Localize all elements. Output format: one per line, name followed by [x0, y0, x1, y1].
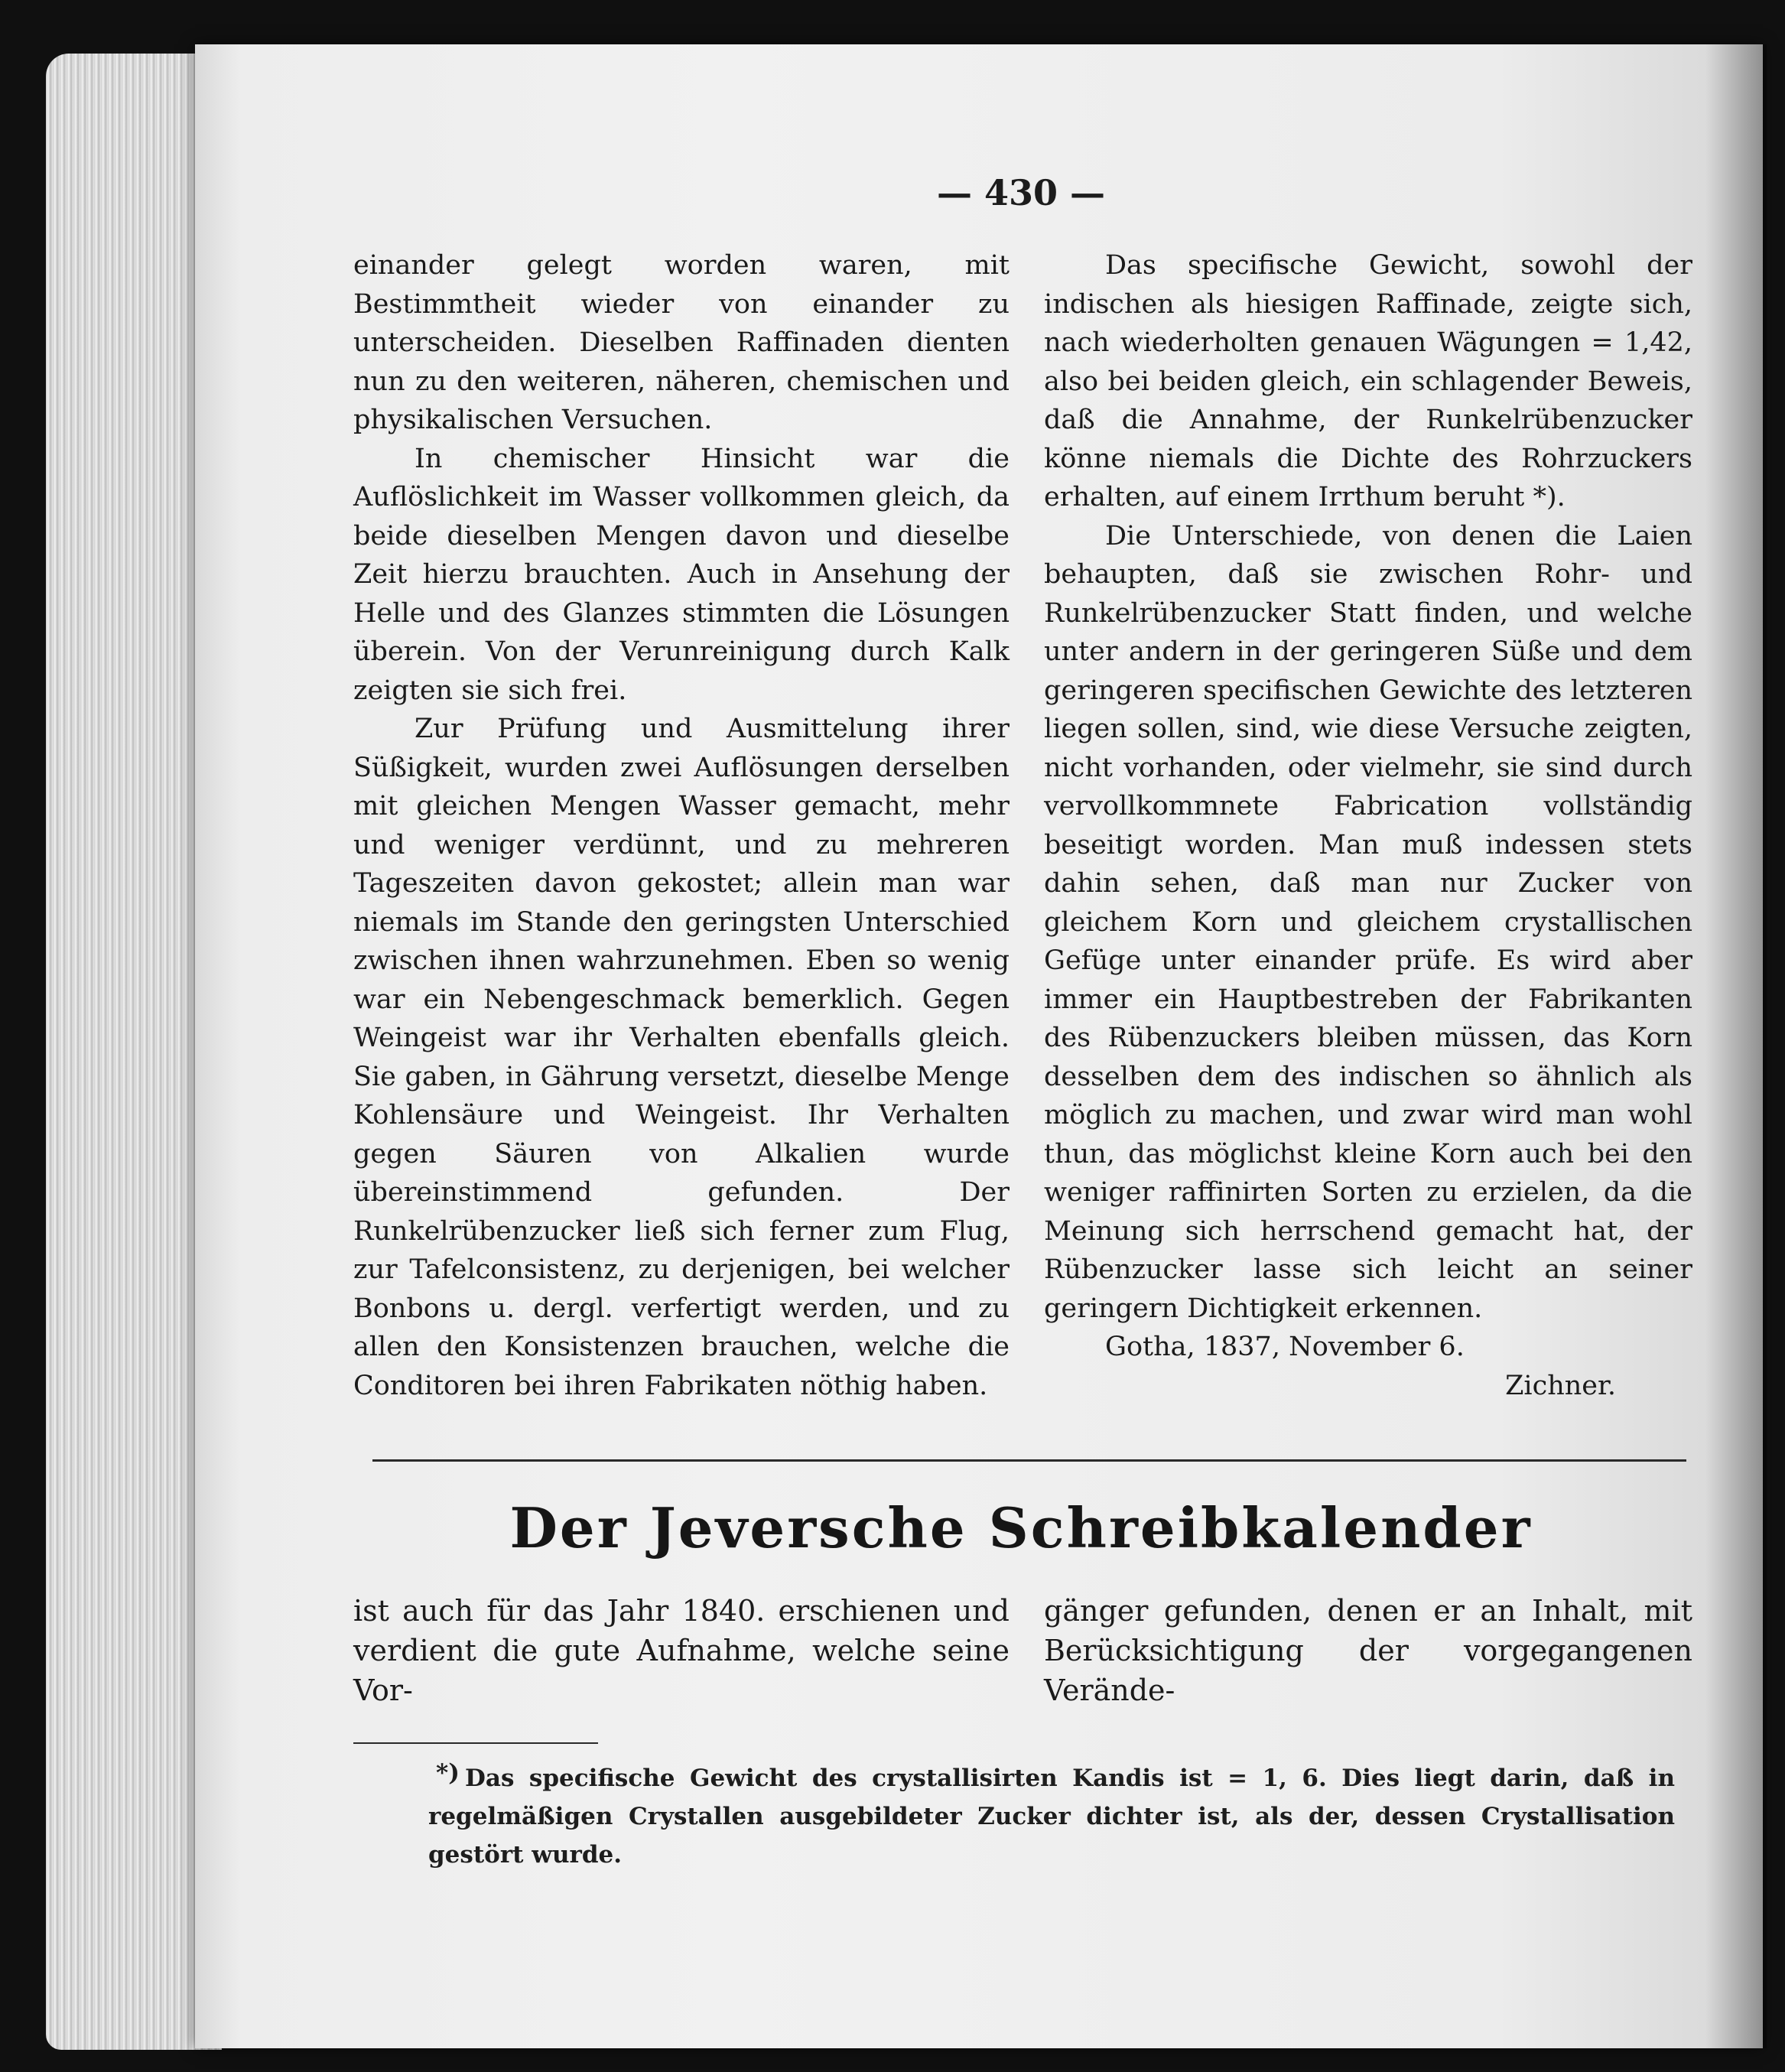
page-number: — 430 — — [936, 172, 1106, 213]
paragraph: Die Unterschiede, von denen die Laien behaupten, daß sie zwischen Rohr- und Runkelrübenzucker Statt finden, und welche unter andern in der geringeren Süße und dem geringeren specifischen Gewichte des letzteren liegen sollen, sind, wie diese Versuche zeigten, nicht vorhanden, oder vielmehr, sie sind durch vervollkommnete Fabrication vollständig beseitigt worden. Man muß indessen stets dahin sehen, daß man nur Zucker von gleichem Korn und gleichem crystallischen Gefüge unter einander prüfe. Es wird aber immer ein Hauptbestreben der Fabrikanten des Rübenzuckers bleiben müssen, das Korn desselben dem des indischen so ähnlich als möglich zu machen, und zwar wird man wohl thun, das möglichst kleine Korn auch bei den weniger raffinirten Sorten zu erzielen, da die Meinung sich herrschend gemacht hat, der Rübenzucker lasse sich leicht an seiner geringern Dichtigkeit erkennen. — [1044, 520, 1692, 1324]
footnote-text: Das specifische Gewicht des crystallisirten Kandis ist = 1, 6. Dies liegt darin, daß in regelmäßigen Crystallen ausgebildeter Zucker dichter ist, als der, dessen Crystallisation gestört wurde. — [428, 1765, 1675, 1869]
dateline: Gotha, 1837, November 6. — [1105, 1332, 1465, 1362]
footnote-rule — [353, 1742, 598, 1744]
right-column — [1044, 246, 1692, 1405]
left-column — [353, 246, 1010, 1405]
section-title: Der Jeversche Schreibkalender — [509, 1495, 1533, 1560]
footnote-mark: *) — [436, 1759, 460, 1787]
signature: Zichner. — [1505, 1370, 1616, 1401]
paragraph: einander gelegt worden waren, mit Bestimmtheit wieder von einander zu unterscheiden. Dieselben Raffinaden dienten nun zu den weiteren, näheren, chemischen und physikalischen Versuchen. — [353, 250, 1010, 435]
section-right-text: gänger gefunden, denen er an Inhalt, mit Berücksichtigung der vorgegangenen Verände- — [1044, 1594, 1692, 1707]
section-left-text: ist auch für das Jahr 1840. erschienen und verdient die gute Aufnahme, welche seine Vor- — [353, 1594, 1010, 1707]
spine-shadow — [1705, 44, 1767, 2048]
paragraph: Das specifische Gewicht, sowohl der indischen als hiesigen Raffinade, zeigte sich, nach wiederholten genauen Wägungen = 1,42, also bei beiden gleich, ein schlagender Beweis, daß die Annahme, der Runkelrübenzucker könne niemals die Dichte des Rohrzuckers erhalten, auf einem Irrthum beruht *). — [1044, 250, 1692, 512]
paragraph: Zur Prüfung und Ausmittelung ihrer Süßigkeit, wurden zwei Auflösungen derselben mit gleichen Mengen Wasser gemacht, mehr und weniger verdünnt, und zu mehreren Tageszeiten davon gekostet; allein man war niemals im Stande den geringsten Unterschied zwischen ihnen wahrzunehmen. Eben so wenig war ein Nebengeschmack bemerklich. Gegen Weingeist war ihr Verhalten ebenfalls gleich. Sie gaben, in Gährung versetzt, dieselbe Menge Kohlensäure und Weingeist. Ihr Verhalten gegen Säuren von Alkalien wurde übereinstimmend gefunden. Der Runkelrübenzucker ließ sich ferner zum Flug, zur Tafelconsistenz, zu derjenigen, bei welcher Bonbons u. dergl. verfertigt werden, und zu allen den Konsistenzen brauchen, welche die Conditoren bei ihren Fabrikaten nöthig haben. — [353, 714, 1010, 1401]
section-divider — [372, 1459, 1686, 1462]
paragraph: In chemischer Hinsicht war die Auflöslichkeit im Wasser vollkommen gleich, da beide dieselben Mengen davon und dieselbe Zeit hierzu brauchten. Auch in Ansehung der Helle und des Glanzes stimmten die Lösungen überein. Von der Verunreinigung durch Kalk zeigten sie sich frei. — [353, 443, 1010, 706]
